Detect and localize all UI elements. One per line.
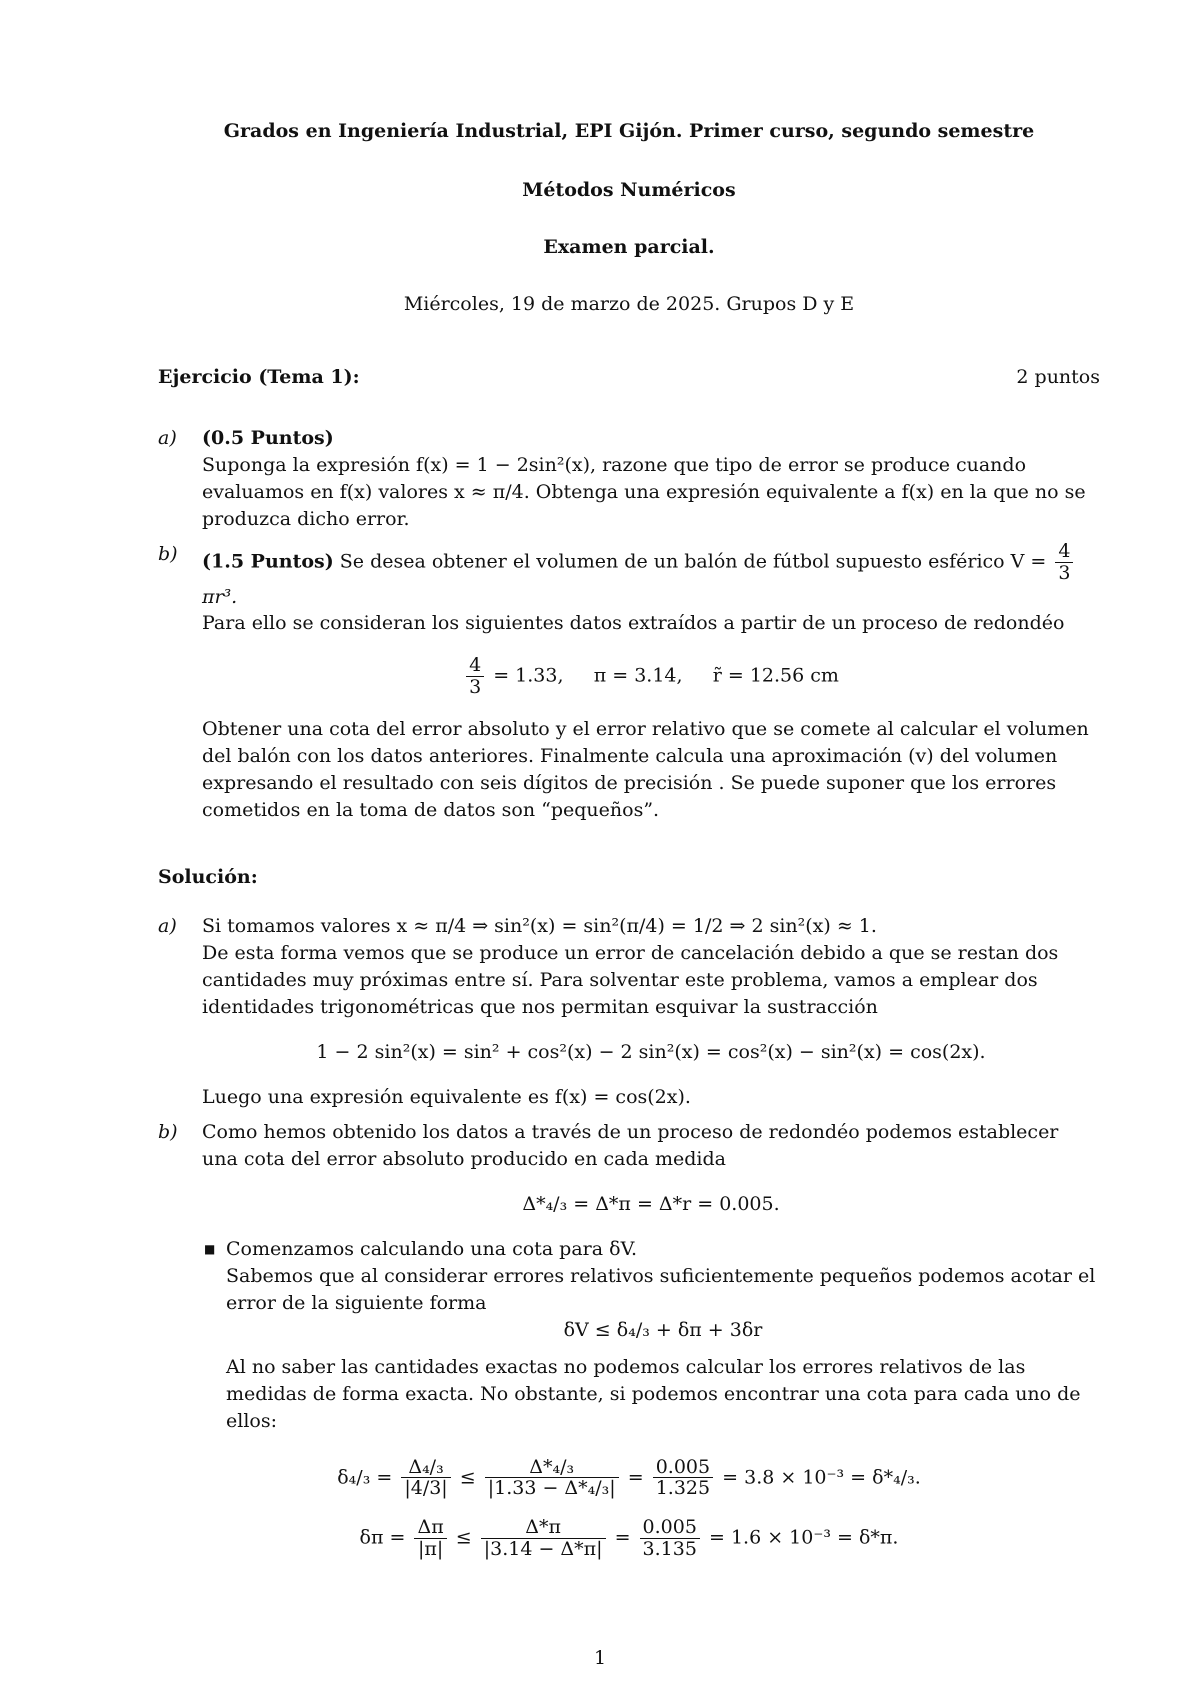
exercise-heading bbox=[158, 364, 1100, 391]
solution-a-text-2: De esta forma vemos que se produce un error de cancelación debido a que se restan dos cantidades muy próximas entre sí. Para solventar este problema, vamos a emplear dos identidades trigonométricas que nos permitan esquivar la sustracción bbox=[202, 942, 1059, 1018]
solution-part-a bbox=[158, 913, 1100, 1111]
frac-den: 3.135 bbox=[642, 1538, 697, 1561]
delta-pi-frac-2 bbox=[481, 1517, 606, 1560]
solution-part-b bbox=[158, 1119, 1100, 1236]
solution-a-text-1: Si tomamos valores x ≈ π/4 ⇒ sin²(x) = sin²(π/4) = 1/2 ⇒ 2 sin²(x) ≈ 1. bbox=[202, 915, 877, 938]
document-page bbox=[158, 118, 1100, 1578]
relative-error-bound: δV ≤ δ₄/₃ + δπ + 3δr bbox=[563, 1318, 763, 1341]
data-fraction-den: 3 bbox=[469, 676, 482, 699]
part-b-text-3: Obtener una cota del error absoluto y el error relativo que se comete al calcular el volumen del balón con los datos anteriores. Finalmente calcula una aproximación (v) del volumen expresando el resultado con seis dígitos de precisión . Se puede suponer que los errores cometidos en la toma de datos son “pequeños”. bbox=[202, 718, 1089, 822]
fraction-denominator: 3 bbox=[1058, 561, 1071, 584]
solution-a-label: a) bbox=[158, 915, 177, 938]
delta-pi-rhs: = 1.6 × 10⁻³ = δ*π. bbox=[708, 1526, 899, 1549]
bullet-text-3: Al no saber las cantidades exactas no podemos calcular los errores relativos de las medidas de forma exacta. No obstante, si podemos encontrar una cota para cada uno de ellos: bbox=[226, 1355, 1081, 1432]
frac-num: Δ₄/₃ bbox=[401, 1457, 450, 1479]
delta-43-frac-2 bbox=[485, 1457, 619, 1500]
part-a-text: Suponga la expresión f(x) = 1 − 2sin²(x), razone que tipo de error se produce cuando evaluamos en f(x) valores x ≈ π/4. Obtenga una expresión equivalente a f(x) en la que no se produzca dicho error. bbox=[202, 453, 1086, 530]
solution-b-text-1: Como hemos obtenido los datos a través de un proceso de redondéo podemos establecer una cota del error absoluto producido en cada medida bbox=[202, 1120, 1059, 1170]
volume-fraction bbox=[1055, 541, 1073, 584]
solution-title: Solución: bbox=[158, 866, 258, 889]
exercise-title: Ejercicio (Tema 1): bbox=[158, 365, 360, 388]
subject-title: Métodos Numéricos bbox=[522, 178, 736, 201]
exercise-points: 2 puntos bbox=[1016, 365, 1100, 388]
frac-num: Δ*π bbox=[481, 1517, 606, 1539]
page-number: 1 bbox=[593, 1647, 607, 1669]
delta-43-frac-1 bbox=[401, 1457, 450, 1500]
delta-pi-lhs: δπ = bbox=[359, 1526, 406, 1549]
frac-num: Δπ bbox=[414, 1517, 446, 1539]
delta-43-lhs: δ₄/₃ = bbox=[337, 1465, 393, 1488]
frac-den: |π| bbox=[417, 1538, 444, 1561]
bullet-text-2: Sabemos que al considerar errores relativos suficientemente pequeños podemos acotar el error de la siguiente forma bbox=[226, 1264, 1096, 1314]
part-a-label: a) bbox=[158, 426, 177, 449]
data-fraction bbox=[466, 655, 484, 698]
part-b-points: (1.5 Puntos) bbox=[202, 550, 334, 573]
data-equation bbox=[202, 655, 1100, 698]
delta-43-rhs: = 3.8 × 10⁻³ = δ*₄/₃. bbox=[722, 1465, 921, 1488]
delta-43-frac-3 bbox=[653, 1457, 713, 1500]
bullet-text-1: Comenzamos calculando una cota para δV. bbox=[226, 1237, 638, 1260]
frac-den: |4/3| bbox=[404, 1477, 448, 1500]
identity-equation: 1 − 2 sin²(x) = sin² + cos²(x) − 2 sin²(x) = cos²(x) − sin²(x) = cos(2x). bbox=[316, 1040, 986, 1063]
data-values: = 1.33, π = 3.14, r̃ = 12.56 cm bbox=[493, 664, 839, 687]
bullet-square-icon: ■ bbox=[204, 1241, 216, 1256]
frac-den: |1.33 − Δ*₄/₃| bbox=[487, 1477, 616, 1500]
exam-date: Miércoles, 19 de marzo de 2025. Grupos D y E bbox=[403, 292, 855, 315]
frac-num: 0.005 bbox=[640, 1517, 700, 1539]
bullet-item bbox=[204, 1236, 1100, 1435]
delta-pi-frac-1 bbox=[414, 1517, 446, 1560]
delta-pi-frac-3 bbox=[640, 1517, 700, 1560]
exercise-part-b bbox=[158, 541, 1100, 824]
frac-num: Δ*₄/₃ bbox=[485, 1457, 619, 1479]
exercise-part-a bbox=[158, 425, 1100, 533]
part-a-points: (0.5 Puntos) bbox=[202, 426, 334, 449]
delta-43-equation: δ₄/₃ = $\frac{\text{Δ₄/₃}}{|4/3|}$ ≤ $\frac{\text{Δ*₄/₃}}{\text{|1.33 − Δ*₄/₃|}}$ = $\frac{0.005}{1.325}$ = 3.8 × 10⁻³ = δ*₄/₃. bbox=[337, 1455, 921, 1500]
part-b-label: b) bbox=[158, 542, 178, 565]
part-b-text-1: Se desea obtener el volumen de un balón de fútbol supuesto esférico V = bbox=[339, 550, 1047, 573]
delta-pi-equation: δπ = $\frac{\Delta\pi}{|\pi|}$ ≤ $\frac{\Delta*\pi}{|3.14 - \Delta*\pi|}$ = $\frac{0.005}{3.135}$ = 1.6 × 10⁻³ = δ*π. bbox=[359, 1516, 899, 1561]
part-b-text-2: Para ello se consideran los siguientes datos extraídos a partir de un proceso de redondéo bbox=[202, 612, 1065, 635]
data-fraction-num: 4 bbox=[466, 655, 484, 677]
frac-den: 1.325 bbox=[655, 1477, 711, 1500]
absolute-error-equation: Δ*₄/₃ = Δ*π = Δ*r = 0.005. bbox=[522, 1192, 780, 1215]
frac-den: |3.14 − Δ*π| bbox=[483, 1538, 603, 1561]
fraction-numerator: 4 bbox=[1055, 541, 1073, 563]
solution-a-text-3: Luego una expresión equivalente es f(x) = cos(2x). bbox=[202, 1085, 691, 1108]
course-header: Grados en Ingeniería Industrial, EPI Gijón. Primer curso, segundo semestre bbox=[223, 120, 1035, 142]
exam-title: Examen parcial. bbox=[543, 235, 715, 258]
part-b-text-1-end: πr³. bbox=[202, 585, 238, 608]
frac-num: 0.005 bbox=[653, 1457, 713, 1479]
solution-b-label: b) bbox=[158, 1120, 178, 1143]
